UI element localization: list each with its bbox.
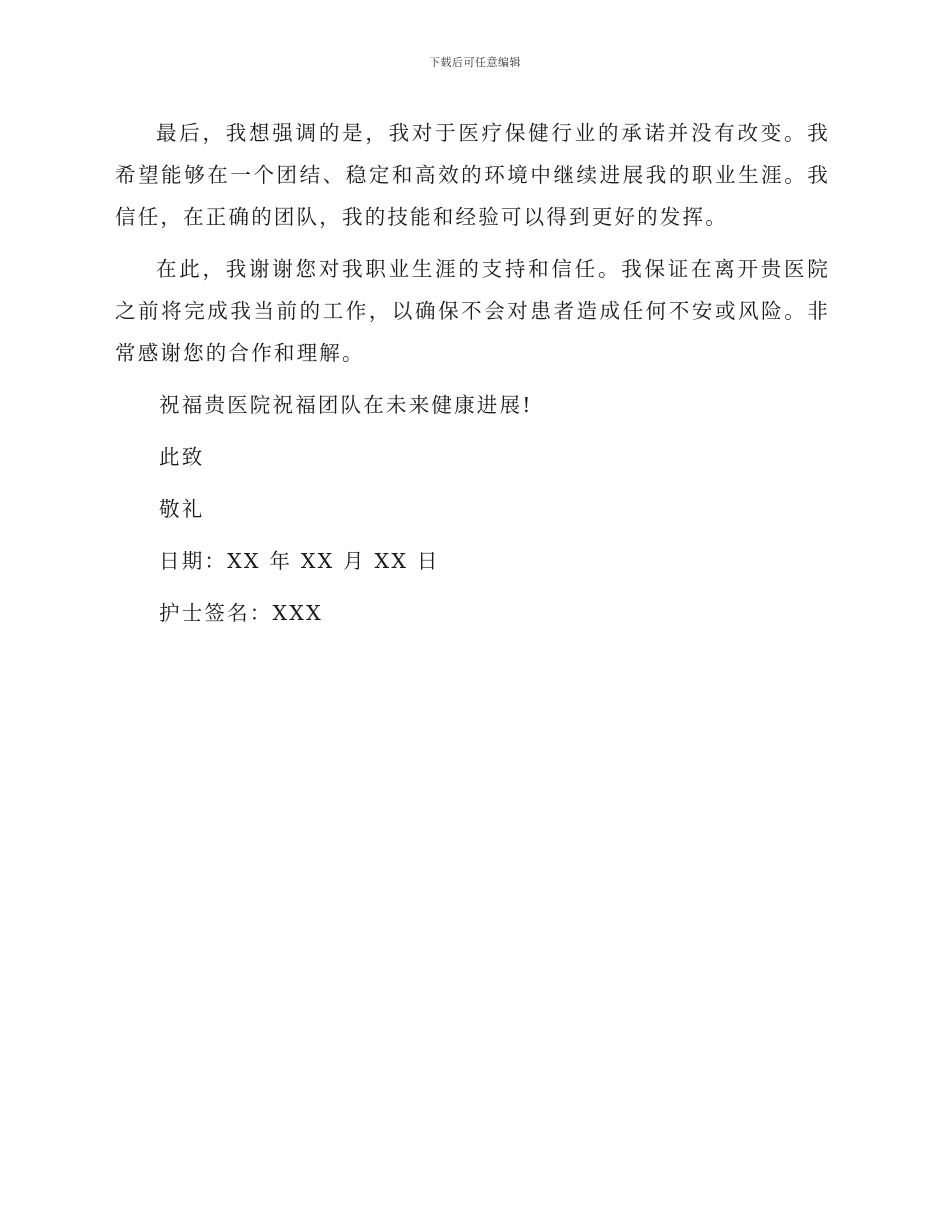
page-header-note: 下载后可任意编辑	[429, 56, 521, 69]
signature-line: 护士签名：XXX	[159, 601, 323, 625]
closing-regards: 敬礼	[159, 497, 205, 521]
blessing-line: 祝福贵医院祝福团队在未来健康进展!	[159, 393, 533, 417]
paragraph-commitment: 最后，我想强调的是，我对于医疗保健行业的承诺并没有改变。我希望能够在一个团结、稳定和高效的环境中继续进展我的职业生涯。我信任，在正确的团队，我的技能和经验可以得到更好的发挥。	[115, 121, 830, 229]
paragraph-thanks: 在此，我谢谢您对我职业生涯的支持和信任。我保证在离开贵医院之前将完成我当前的工作，以确保不会对患者造成任何不安或风险。非常感谢您的合作和理解。	[115, 257, 830, 365]
closing-salutation: 此致	[159, 445, 205, 469]
date-line: 日期：XX 年 XX 月 XX 日	[159, 549, 440, 573]
letter-body	[115, 112, 830, 644]
